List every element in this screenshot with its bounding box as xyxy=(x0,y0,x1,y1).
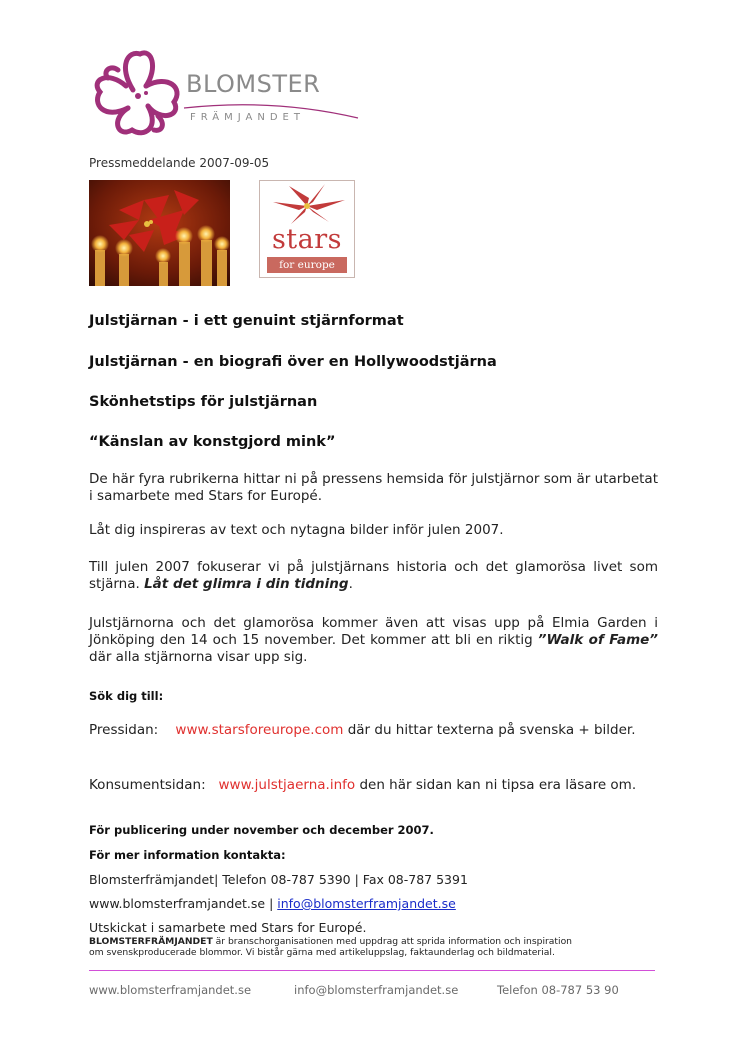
about-org-name: BLOMSTERFRÄMJANDET xyxy=(89,936,213,947)
about-line-1 xyxy=(89,936,572,947)
footer-phone: Telefon 08-787 53 90 xyxy=(497,983,619,997)
kontakta-heading: För mer information kontakta: xyxy=(89,848,286,862)
utskickat-line: Utskickat i samarbete med Stars for Europé. xyxy=(89,920,367,935)
paragraph-elmia-end: där alla stjärnorna visar upp sig. xyxy=(89,649,308,665)
stars-logo-band: for europe xyxy=(267,257,347,273)
logo-word: BLOMSTER xyxy=(186,70,321,98)
konsument-text: den här sidan kan ni tipsa era läsare om. xyxy=(355,777,637,793)
heading-4: “Känslan av konstgjord mink” xyxy=(89,434,336,450)
paragraph-elmia-text: Julstjärnorna och det glamorösa kommer även att visas upp på Elmia Garden i Jönköping den 14 och 15 november. Det kommer att bli en riktig xyxy=(89,615,658,648)
walk-of-fame-emphasis: ”Walk of Fame” xyxy=(537,632,658,648)
blomster-logo xyxy=(88,46,360,141)
konsument-paragraph xyxy=(89,777,658,794)
poinsettia-candles-photo xyxy=(89,180,230,286)
publicering-note: För publicering under november och december 2007. xyxy=(89,823,434,837)
pressidan-paragraph xyxy=(89,722,658,739)
web-line-site[interactable]: www.blomsterframjandet.se | xyxy=(89,896,278,911)
konsument-link[interactable]: www.julstjaerna.info xyxy=(218,777,356,793)
heading-3: Skönhetstips för julstjärnan xyxy=(89,394,318,410)
paragraph-focus-end: . xyxy=(348,576,353,592)
glimra-emphasis: Låt det glimra i din tidning xyxy=(144,576,349,592)
pressidan-label: Pressidan: xyxy=(89,722,159,738)
heading-2: Julstjärnan - en biografi över en Hollywoodstjärna xyxy=(89,354,497,370)
footer-divider xyxy=(89,970,655,971)
stars-for-europe-logo xyxy=(259,180,355,278)
paragraph-focus-text: Till julen 2007 fokuserar vi på julstjärnans historia och det glamorösa livet som stjärna. xyxy=(89,559,658,592)
poinsettia-star-icon xyxy=(259,180,355,230)
sok-heading: Sök dig till: xyxy=(89,689,164,703)
konsument-label: Konsumentsidan: xyxy=(89,777,206,793)
logo-subword: FRÄMJANDET xyxy=(190,112,305,123)
press-date: Pressmeddelande 2007-09-05 xyxy=(89,156,270,170)
footer-email[interactable]: info@blomsterframjandet.se xyxy=(294,983,459,997)
pressidan-text: där du hittar texterna på svenska + bilder. xyxy=(343,722,636,738)
about-line-1-text: är branschorganisationen med uppdrag att sprida information och inspiration xyxy=(212,936,573,947)
paragraph-inspiration: Låt dig inspireras av text och nytagna bilder inför julen 2007. xyxy=(89,522,504,538)
heading-1: Julstjärnan - i ett genuint stjärnformat xyxy=(89,313,404,329)
about-line-2: om svenskproducerade blommor. Vi bistår gärna med artikeluppslag, faktaunderlag och bildmaterial. xyxy=(89,947,555,958)
paragraph-focus xyxy=(89,559,658,593)
footer-site[interactable]: www.blomsterframjandet.se xyxy=(89,983,252,997)
web-line xyxy=(89,896,456,911)
stars-logo-word: stars xyxy=(271,224,343,255)
contact-line: Blomsterfrämjandet| Telefon 08-787 5390 | Fax 08-787 5391 xyxy=(89,872,468,887)
paragraph-elmia xyxy=(89,615,658,666)
pressidan-link[interactable]: www.starsforeurope.com xyxy=(175,722,344,738)
email-link[interactable]: info@blomsterframjandet.se xyxy=(277,896,456,911)
paragraph-intro: De här fyra rubrikerna hittar ni på pressens hemsida för julstjärnor som är utarbetat i samarbete med Stars for Europé. xyxy=(89,471,658,504)
